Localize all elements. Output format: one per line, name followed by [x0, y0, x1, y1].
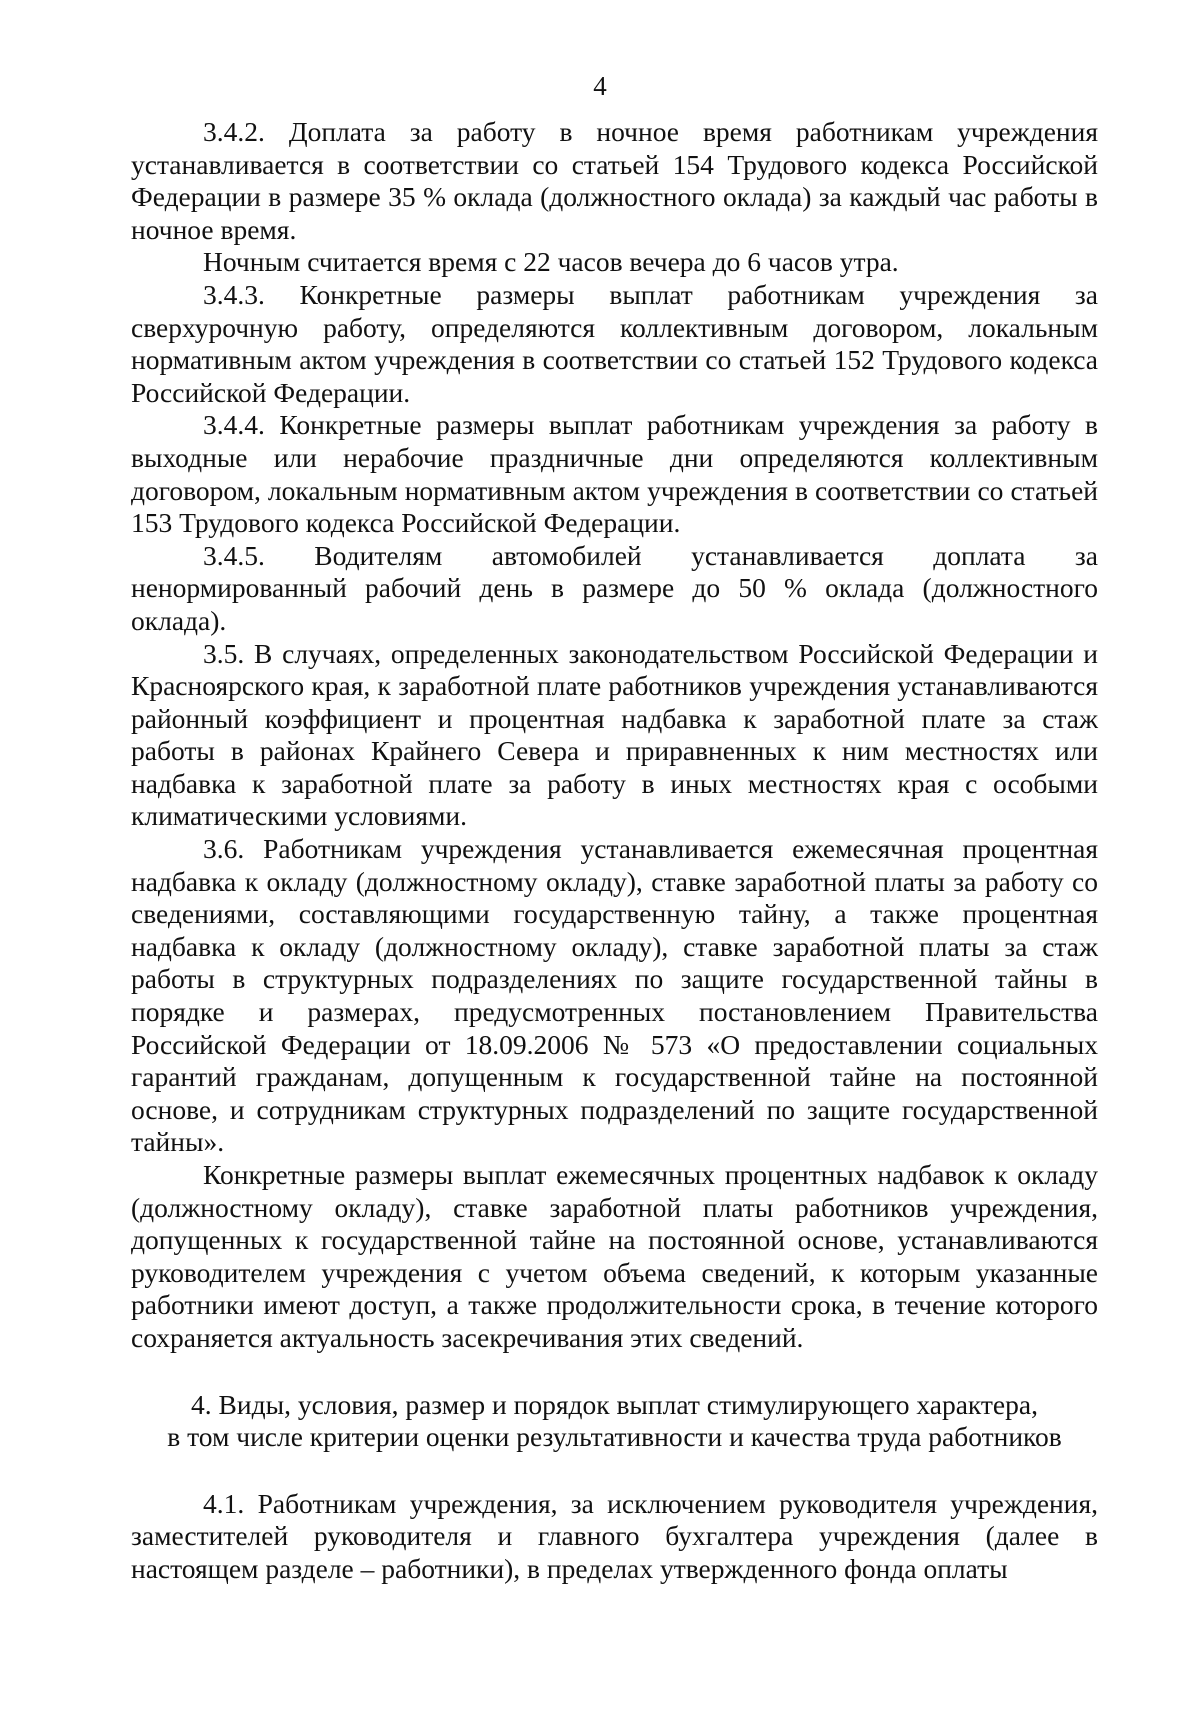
page-number: 4: [593, 71, 607, 101]
paragraph-specific-sizes: Конкретные размеры выплат ежемесячных процентных надбавок к окладу (должностному окладу), ставке заработной платы работников учреждения, допущенных к государственной тайне на постоянной основе, устанавливаются руководителем учреждения с учетом объема сведений, к которым указанные работники имеют доступ, а также продолжительности срока, в течение которого сохраняется актуальность засекречивания этих сведений.: [131, 1159, 1098, 1353]
paragraph-3-6: 3.6. Работникам учреждения устанавливается ежемесячная процентная надбавка к окладу (должностному окладу), ставке заработной платы за работу со сведениями, составляющими государственную тайну, а также процентная надбавка к окладу (должностному окладу), ставке заработной платы за стаж работы в структурных подразделениях по защите государственной тайны в порядке и размерах, предусмотренных постановлением Правительства Российской Федерации от 18.09.2006 № 573 «О предоставлении социальных гарантий гражданам, допущенным к государственной тайне на постоянной основе, и сотрудникам структурных подразделений по защите государственной тайны».: [131, 833, 1098, 1158]
section-4-heading-line-1: 4. Виды, условия, размер и порядок выплат стимулирующего характера,: [191, 1388, 1038, 1420]
paragraph-4-1: 4.1. Работникам учреждения, за исключением руководителя учреждения, заместителей руководителя и главного бухгалтера учреждения (далее в настоящем разделе – работники), в пределах утвержденного фонда оплаты: [131, 1487, 1098, 1584]
paragraph-night-time: Ночным считается время с 22 часов вечера до 6 часов утра.: [203, 246, 899, 278]
paragraph-3-4-2: 3.4.2. Доплата за работу в ночное время работникам учреждения устанавливается в соответствии со статьей 154 Трудового кодекса Российской Федерации в размере 35 % оклада (должностного оклада) за каждый час работы в ночное время.: [131, 116, 1098, 245]
paragraph-3-5: 3.5. В случаях, определенных законодательством Российской Федерации и Красноярского края, к заработной плате работников учреждения устанавливаются районный коэффициент и процентная надбавка к заработной плате за стаж работы в районах Крайнего Севера и приравненных к ним местностях или надбавка к заработной плате за работу в иных местностях края с особыми климатическими условиями.: [131, 637, 1098, 832]
paragraph-3-4-4: 3.4.4. Конкретные размеры выплат работникам учреждения за работу в выходные или нерабочие праздничные дни определяются коллективным договором, локальным нормативным актом учреждения в соответствии со статьей 153 Трудового кодекса Российской Федерации.: [131, 409, 1098, 539]
section-4-heading: [131, 1389, 1098, 1454]
document-body: [131, 116, 1098, 1586]
paragraph-3-4-5: 3.4.5. Водителям автомобилей устанавливается доплата за ненормированный рабочий день в размере до 50 % оклада (должностного оклада).: [131, 539, 1098, 636]
paragraph-3-4-3: 3.4.3. Конкретные размеры выплат работникам учреждения за сверхурочную работу, определяются коллективным договором, локальным нормативным актом учреждения в соответствии со статьей 152 Трудового кодекса Российской Федерации.: [131, 278, 1098, 408]
section-4-heading-line-2: в том числе критерии оценки результативности и качества труда работников: [167, 1421, 1062, 1453]
